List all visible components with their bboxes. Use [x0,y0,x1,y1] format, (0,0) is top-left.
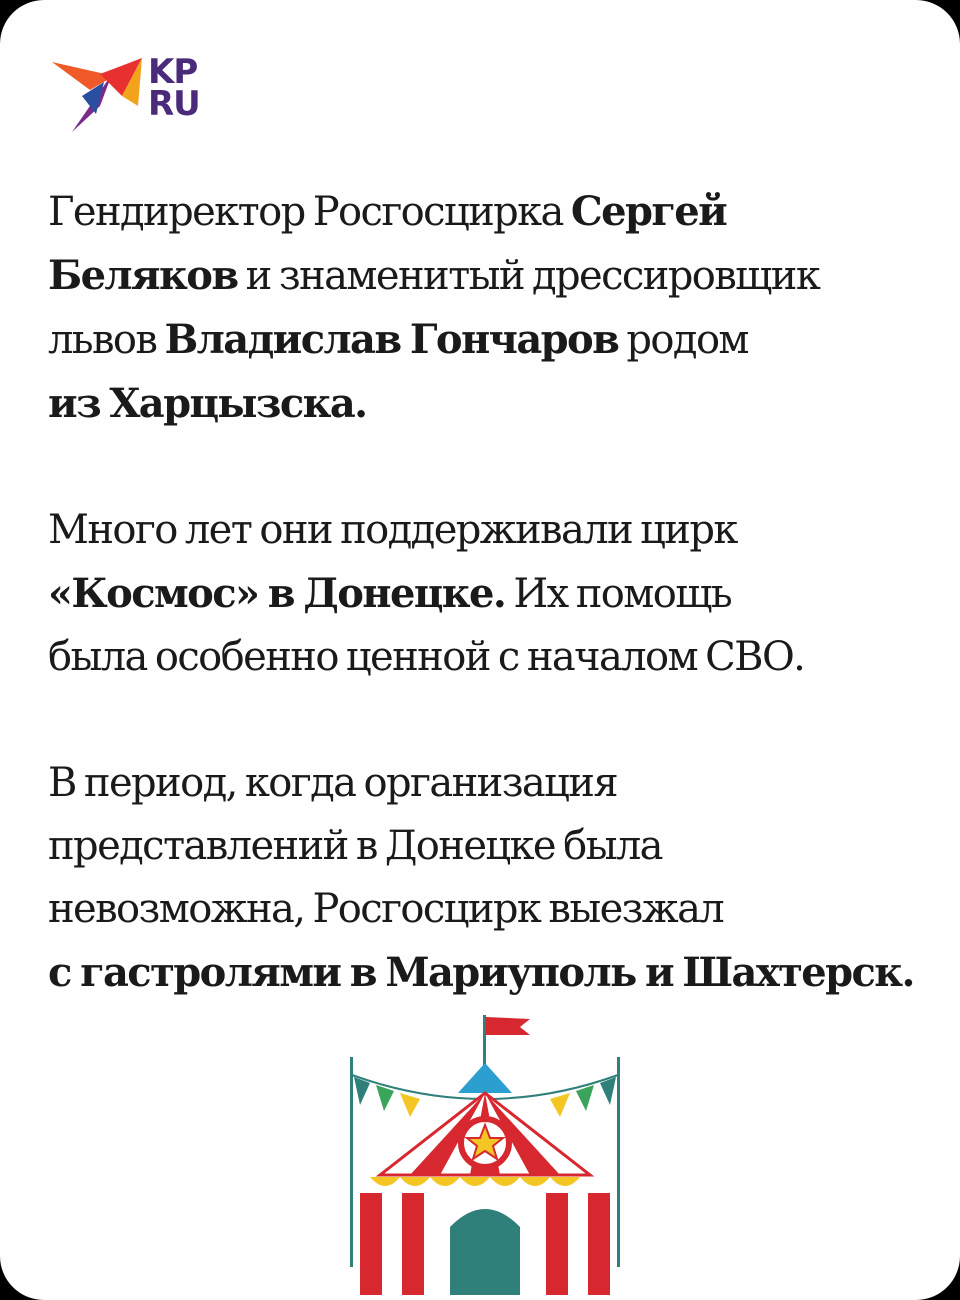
paragraph-3 [48,752,928,1005]
kp-ru-logo [52,52,232,140]
text-line: Много лет они поддерживали цирк [48,507,737,553]
bird-icon [52,56,148,140]
text-line: невозможна, Росгосцирк выезжал [48,886,724,932]
text-line: была особенно ценной с началом СВО. [48,634,805,680]
paragraph-1 [48,180,928,436]
text-line: львов Владислав Гончаров родом [48,316,748,363]
circus-tent-icon [340,1005,630,1295]
paragraph-2 [48,499,928,689]
text-line: Гендиректор Росгосцирка Сергей [48,188,727,235]
text-line: с гастролями в Мариуполь и Шахтерск. [48,949,914,996]
text-line: из Харцызска. [48,380,367,427]
text-line: «Космос» в Донецке. Их помощь [48,570,732,617]
text-line: В период, когда организация [48,760,617,806]
article-text [48,180,928,1068]
logo-wordmark: KP RU [148,52,200,124]
text-line: представлений в Донецке была [48,823,662,869]
text-line: Беляков и знаменитый дрессировщик [48,252,820,299]
